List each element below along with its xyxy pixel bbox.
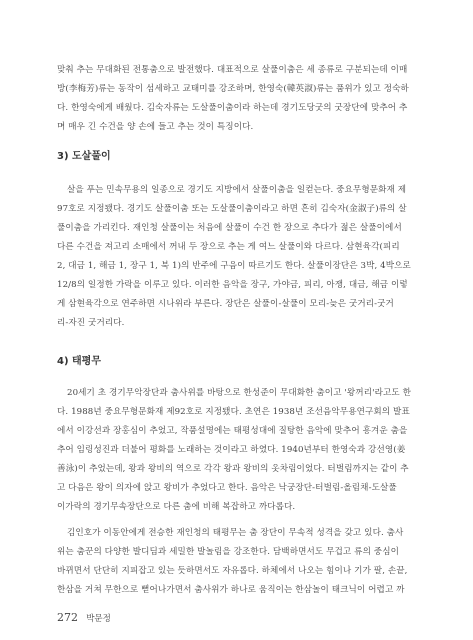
text-line: 풀이춤을 가리킨다. 재인청 살풀이는 처음에 살풀이 수건 한 장으로 추다가 젊은 살풀이에서 — [57, 223, 402, 233]
page-footer — [57, 611, 111, 624]
text-line: 맞춰 추는 무대화된 전통춤으로 발전했다. 대표적으로 살풀이춤은 세 종류로 구분되는데 이매 — [57, 65, 408, 75]
text-line: 다. 한영숙에게 배웠다. 김숙자류는 도살풀이춤이라 하는데 경기도당굿의 굿장단에 맞추어 추 — [57, 103, 408, 113]
paragraph-2 — [57, 181, 425, 333]
text-line: 다른 수건을 져고리 소매에서 꺼내 두 장으로 추는 게 여느 살풀이와 다르다. 삼현육각(피리 — [57, 242, 400, 252]
text-line: 위는 춤꾼의 다양한 발디딤과 세밀한 발놀림을 강조한다. 담백하면서도 무겁고 류의 중심이 — [57, 547, 400, 557]
section-heading-3: 3) 도살풀이 — [57, 151, 111, 162]
text-line: 20세기 초 경기무악장단과 춤사위를 바탕으로 한성준이 무대화한 춤이고 '왕꺼리'라고도 한 — [67, 388, 412, 398]
text-line: 다. 1988년 중요무형문화재 제92호로 지정됐다. 초연은 1938년 조선음악무용연구회의 발표 — [57, 407, 410, 417]
text-line: 고 다음은 왕이 의자에 앉고 왕비가 추었다고 한다. 음악은 낙궁장단-터벌림-올림채-도살풀 — [57, 483, 397, 493]
text-line: 이가락의 경기무속장단으로 다른 춤에 비해 복잡하고 까다롭다. — [57, 502, 296, 512]
section-heading-4: 4) 태평무 — [57, 356, 101, 367]
text-line: 김인호가 이동안에게 전승한 재인청의 태평무는 춤 장단이 무속적 성격을 갖고 있다. 춤사 — [67, 528, 404, 538]
book-name: 박문정 — [86, 614, 111, 624]
text-line: 바뀌면서 단단히 지피잡고 있는 듯하면서도 자유롭다. 하체에서 나오는 힘이나 기가 팔, 손끝, — [57, 566, 408, 576]
text-line: 리-자진 굿거리다. — [57, 318, 125, 328]
paragraph-4 — [57, 524, 425, 600]
text-line: 善泳)이 추었는데, 왕과 왕비의 역으로 각각 왕과 왕비의 옷차림이었다. 터벌림까지는 같이 추 — [57, 464, 409, 474]
text-line: 추어 임링성진과 더불어 평화를 노래하는 것이라고 하였다. 1940년부터 한영숙과 강선영(姜 — [57, 445, 406, 455]
text-line: 게 삼현육각으로 연주하면 시나위라 부른다. 장단은 살풀이-살풀이 모리-늦은 굿거리-굿거 — [57, 299, 394, 309]
text-line: 에서 이강선과 장홍심이 추었고, 작품설명에는 태평성대에 질탕한 음악에 맞추어 흥겨운 춤을 — [57, 426, 408, 436]
paragraph-3 — [57, 384, 425, 517]
text-line: 며 매우 긴 수건을 양 손에 들고 추는 것이 특징이다. — [57, 122, 254, 132]
text-line: 방(李梅芳)류는 동작이 섬세하고 교태미를 강조하며, 한영숙(韓英淑)류는 품위가 있고 정숙하 — [57, 84, 409, 94]
page-number: 272 — [57, 611, 78, 624]
paragraph-1 — [57, 61, 425, 137]
text-line: 12/8의 일정한 가락을 이루고 있다. 이러한 음악을 장구, 가야금, 피리, 아쟁, 대금, 해금 이렇 — [57, 280, 408, 290]
text-line: 한삼을 거쳐 무한으로 뻗어나가면서 춤사위가 하나로 움직이는 한삼놀이 태크닉이 어렵고 까 — [57, 585, 405, 595]
text-line: 2, 대금 1, 해금 1, 장구 1, 북 1)의 반주에 구음이 따르기도 한다. 살풀이장단은 3박, 4박으로 — [57, 261, 411, 271]
text-line: 살을 푸는 민속무용의 일종으로 경기도 지방에서 살풀이춤을 일컫는다. 중요무형문화재 제 — [67, 185, 407, 195]
text-line: 97호로 지정됐다. 경기도 살풀이춤 또는 도살풀이춤이라고 하면 흔히 김숙자(金淑子)류의 살 — [57, 204, 407, 214]
